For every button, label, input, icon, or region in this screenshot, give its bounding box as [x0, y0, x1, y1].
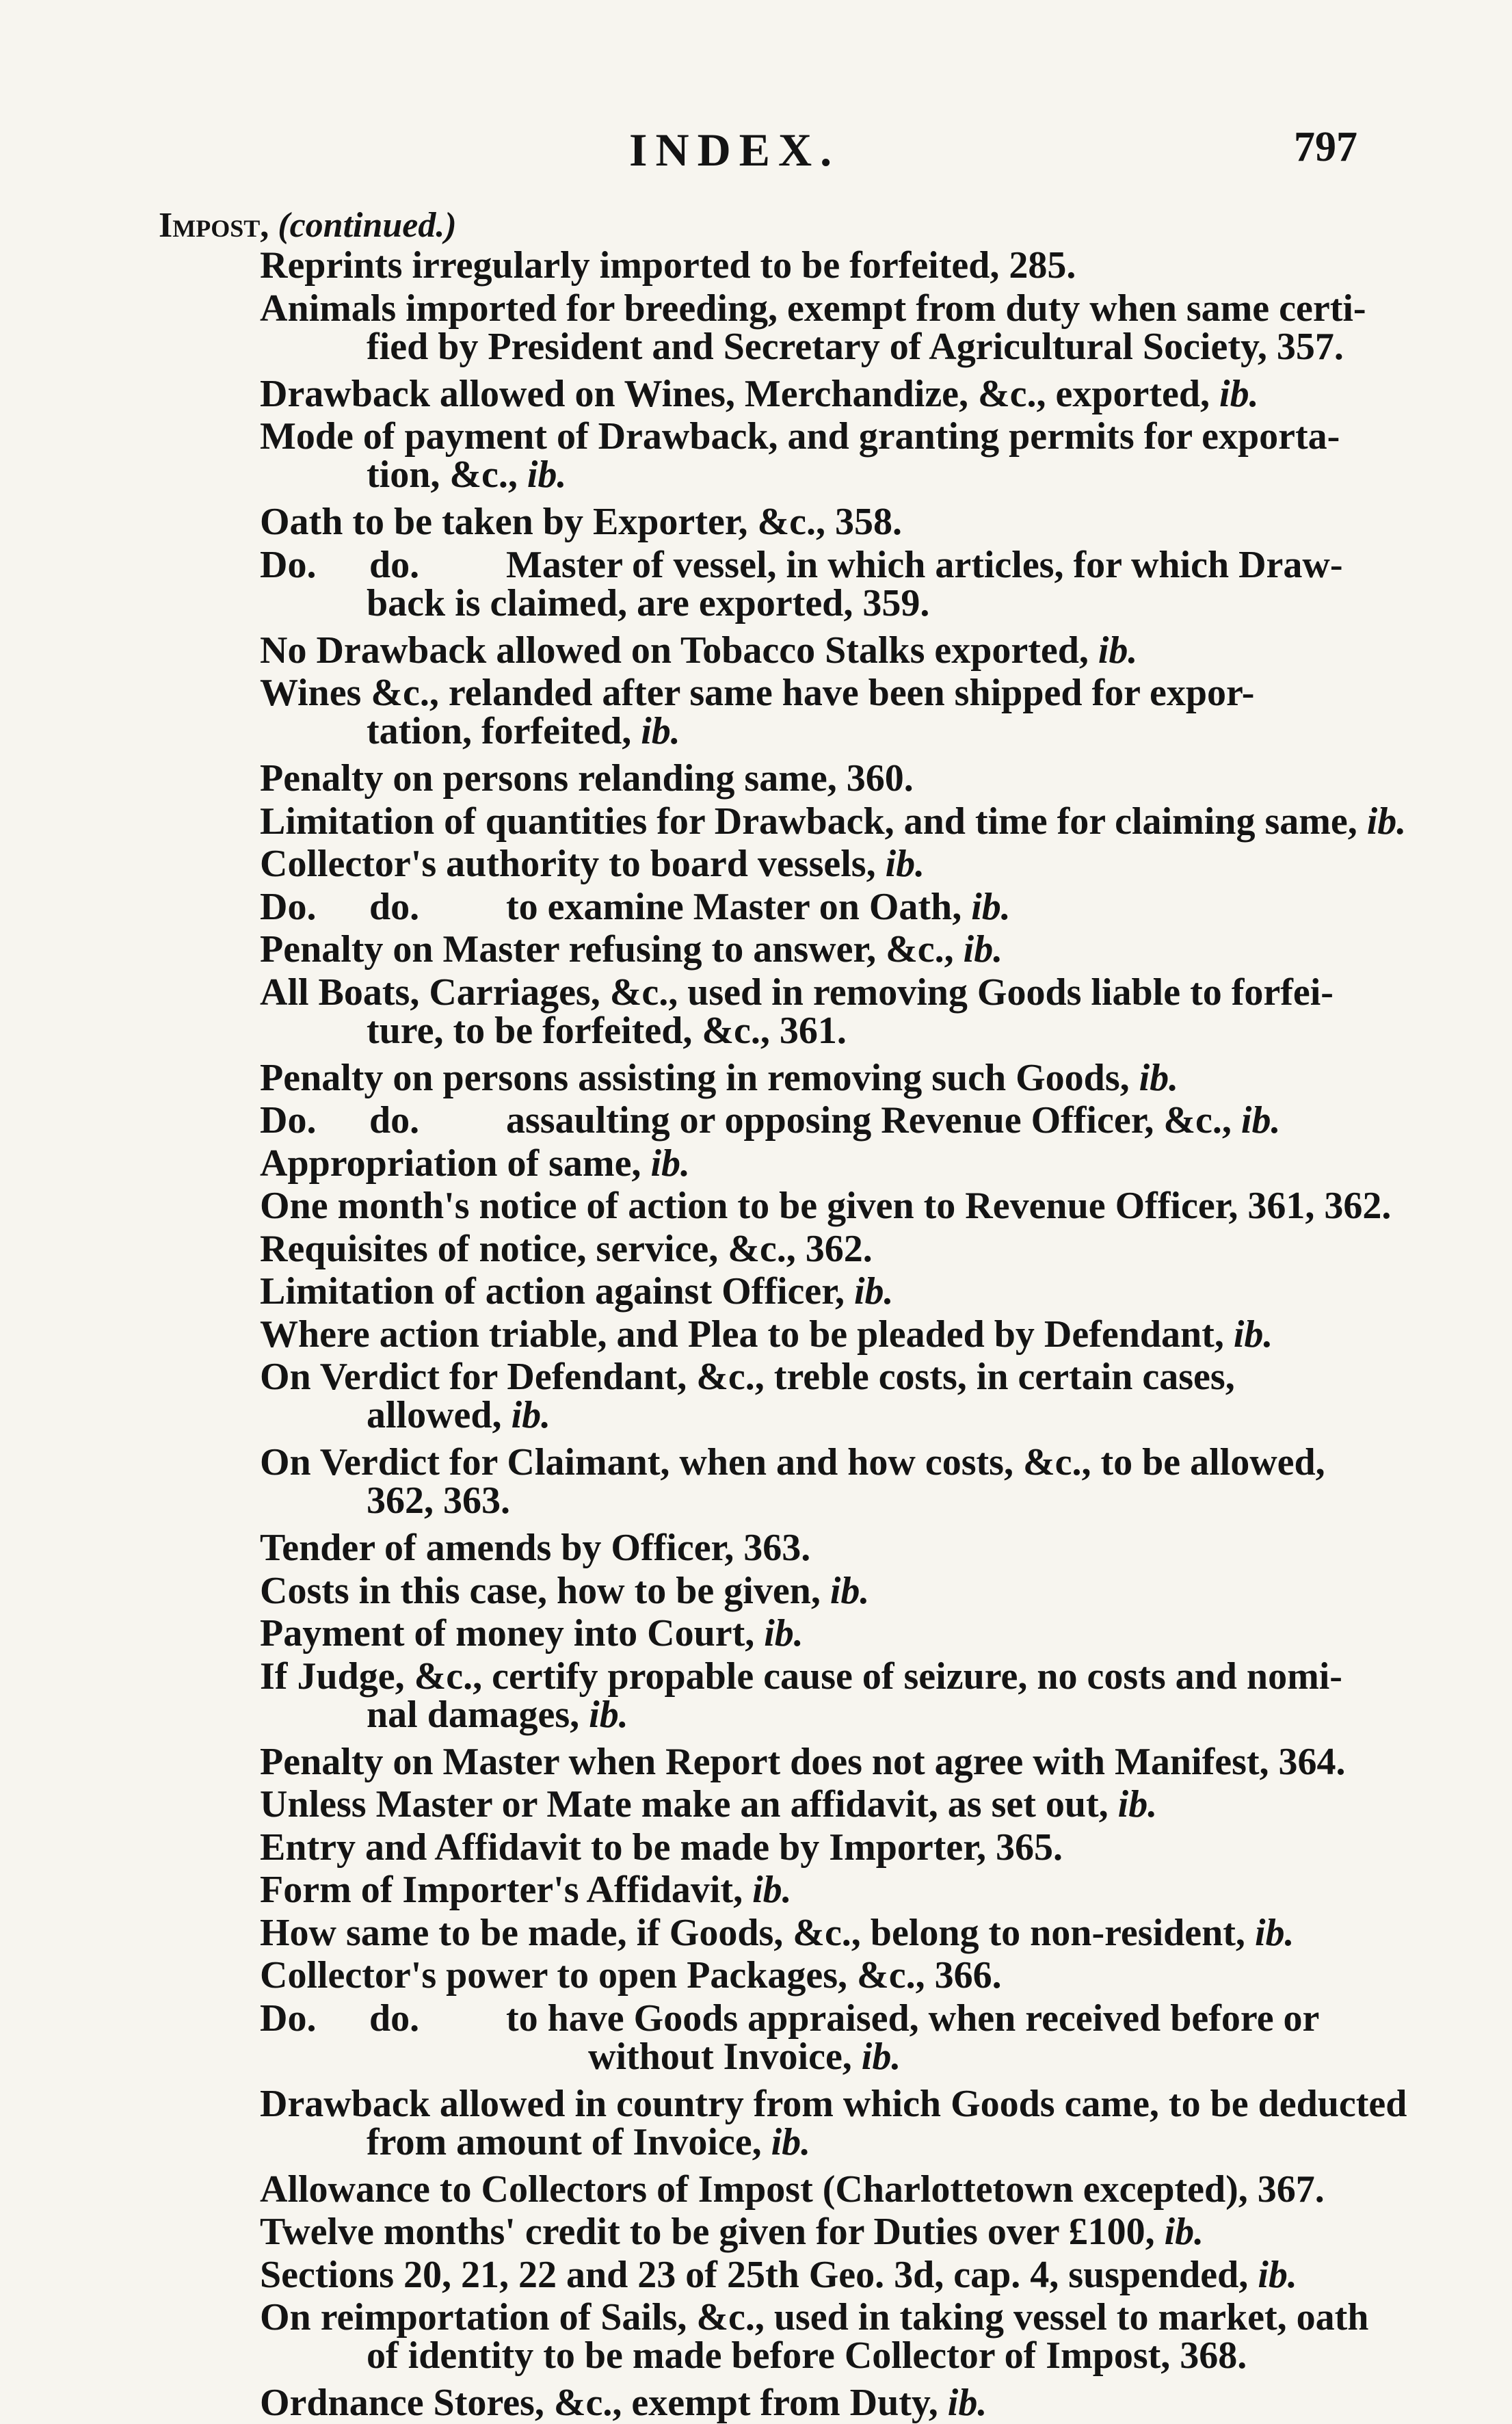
index-entry [260, 2384, 1340, 2422]
index-entry [260, 1911, 1340, 1954]
entry-line: On Verdict for Claimant, when and how costs, &c., to be allowed, [260, 1441, 1325, 1484]
ditto-marker: Do. [260, 543, 317, 586]
entry-line: Wines &c., relanded after same have been shipped for expor- [260, 672, 1255, 714]
index-entry [260, 1657, 1340, 1734]
entry-text: Master of vessel, in which articles, for which Draw- [506, 543, 1343, 586]
entry-line: Payment of money into Court, ib. [260, 1612, 804, 1655]
page-header [0, 123, 1512, 178]
entry-line: Reprints irregularly imported to be forfeited, 285. [260, 244, 1076, 287]
entry-line: Costs in this case, how to be given, ib. [260, 1569, 870, 1612]
ditto-marker: do. [369, 1997, 420, 2040]
index-entry [260, 287, 1366, 368]
entry-line: On Verdict for Defendant, &c., treble costs, in certain cases, [260, 1356, 1235, 1398]
index-entry [260, 930, 1340, 969]
index-entry [260, 1612, 1340, 1655]
entry-line: How same to be made, if Goods, &c., belong to non-resident, ib. [260, 1911, 1295, 1954]
ditto-marker: do. [369, 885, 420, 928]
index-entry [260, 1056, 1340, 1099]
index-entry [260, 631, 1340, 670]
entry-line: Collector's authority to board vessels, ib. [260, 843, 925, 885]
index-entry [260, 1740, 1346, 1783]
index-entry [260, 1315, 1340, 1354]
entry-text: to examine Master on Oath, ib. [506, 885, 1011, 928]
index-entry [260, 1954, 1340, 1997]
entry-line: Twelve months' credit to be given for Duties over £100, ib. [260, 2211, 1204, 2253]
section-heading [159, 205, 457, 246]
ditto-marker: Do. [260, 1997, 317, 2040]
entry-line: Oath to be taken by Exporter, &c., 358. [260, 501, 903, 543]
index-entry [260, 1871, 1340, 1909]
page-number: 797 [1294, 124, 1357, 170]
index-entry [260, 246, 1340, 285]
index-entry [260, 1569, 1340, 1612]
entry-line: Drawback allowed on Wines, Merchandize, &c., exported, ib. [260, 372, 1259, 415]
entry-line [260, 886, 1011, 928]
index-entry [260, 1443, 1340, 1520]
index-entry [260, 2213, 1340, 2251]
entry-continuation: of identity to be made before Collector of Impost, 368. [367, 2334, 1247, 2377]
ditto-marker: do. [369, 1099, 420, 1142]
entry-line [260, 544, 1343, 586]
entry-continuation: 362, 363. [367, 1479, 510, 1522]
page-title: INDEX. [629, 124, 840, 176]
entry-text: assaulting or opposing Revenue Officer, &c., ib. [506, 1099, 1281, 1142]
entry-line: Sections 20, 21, 22 and 23 of 25th Geo. 3d, cap. 4, suspended, ib. [260, 2253, 1297, 2296]
entry-line: One month's notice of action to be given to Revenue Officer, 361, 362. [260, 1185, 1392, 1227]
index-entry [260, 1783, 1340, 1826]
entry-line [260, 1997, 1319, 2040]
entry-text: to have Goods appraised, when received before or [506, 1997, 1320, 2040]
entry-continuation: tion, &c., ib. [367, 453, 567, 496]
section-continued: (continued.) [278, 206, 457, 245]
index-entry [260, 759, 1340, 798]
index-entry [260, 1358, 1340, 1434]
entry-line: Ordnance Stores, &c., exempt from Duty, ib. [260, 2382, 987, 2424]
index-entry [260, 2082, 1407, 2163]
index-entry [260, 1828, 1340, 1867]
index-entry [260, 372, 1340, 415]
ditto-marker: do. [369, 543, 420, 586]
ditto-marker: Do. [260, 885, 317, 928]
index-entry [260, 1999, 1340, 2076]
entry-continuation: ture, to be forfeited, &c., 361. [367, 1009, 847, 1052]
entry-line: Limitation of quantities for Drawback, and time for claiming same, ib. [260, 800, 1407, 843]
index-entry [260, 845, 1340, 883]
entry-line: Where action triable, and Plea to be pleaded by Defendant, ib. [260, 1313, 1273, 1356]
entry-continuation: from amount of Invoice, ib. [367, 2120, 811, 2163]
entry-line: Requisites of notice, service, &c., 362. [260, 1227, 873, 1270]
index-entry [260, 1270, 1340, 1313]
index-entry [260, 543, 1343, 624]
index-entry [260, 417, 1340, 494]
entry-line [260, 1099, 1280, 1142]
index-entry [260, 1099, 1340, 1142]
entry-line: Limitation of action against Officer, ib. [260, 1270, 894, 1313]
entry-line: Mode of payment of Drawback, and granting permits for exporta- [260, 415, 1340, 458]
section-heading-text: Impost, [159, 206, 269, 245]
index-entry [260, 885, 1340, 928]
entry-line: Penalty on Master when Report does not agree with Manifest, 364. [260, 1740, 1346, 1783]
index-entry [260, 674, 1340, 750]
entry-line: Unless Master or Mate make an affidavit, as set out, ib. [260, 1783, 1158, 1826]
index-entry [260, 1529, 1340, 1567]
index-entry [260, 2170, 1340, 2209]
entry-line: Allowance to Collectors of Impost (Charlottetown excepted), 367. [260, 2168, 1325, 2211]
index-entry [260, 1185, 1392, 1227]
entry-line: If Judge, &c., certify propable cause of seizure, no costs and nomi- [260, 1655, 1342, 1698]
index-entry [260, 1144, 1340, 1183]
entry-continuation: tation, forfeited, ib. [367, 710, 680, 752]
index-entry [260, 800, 1407, 843]
entry-line: Entry and Affidavit to be made by Importer, 365. [260, 1826, 1063, 1869]
entry-continuation: back is claimed, are exported, 359. [367, 581, 930, 624]
entry-line: Collector's power to open Packages, &c., 366. [260, 1954, 1002, 1997]
entry-continuation: without Invoice, ib. [588, 2035, 901, 2078]
index-entry [260, 503, 1340, 541]
entry-line: Form of Importer's Affidavit, ib. [260, 1869, 792, 1911]
index-entry [260, 2296, 1369, 2377]
entry-line: Penalty on Master refusing to answer, &c., ib. [260, 928, 1003, 971]
index-entry [260, 2253, 1340, 2296]
entry-line: Penalty on persons assisting in removing such Goods, ib. [260, 1056, 1179, 1099]
entry-continuation: fied by President and Secretary of Agricultural Society, 357. [367, 325, 1344, 368]
entry-line: Animals imported for breeding, exempt from duty when same certi- [260, 287, 1366, 330]
entry-line: Drawback allowed in country from which Goods came, to be deducted [260, 2082, 1407, 2125]
entry-continuation: allowed, ib. [367, 1394, 551, 1436]
ditto-marker: Do. [260, 1099, 317, 1142]
entry-line: Appropriation of same, ib. [260, 1142, 690, 1185]
entry-line: No Drawback allowed on Tobacco Stalks exported, ib. [260, 629, 1138, 672]
index-entry [260, 973, 1340, 1050]
entry-line: All Boats, Carriages, &c., used in removing Goods liable to forfei- [260, 971, 1334, 1014]
entry-line: On reimportation of Sails, &c., used in taking vessel to market, oath [260, 2296, 1369, 2339]
entry-line: Penalty on persons relanding same, 360. [260, 757, 914, 800]
entry-continuation: nal damages, ib. [367, 1693, 628, 1736]
entry-line: Tender of amends by Officer, 363. [260, 1527, 811, 1569]
index-entry [260, 1227, 1340, 1270]
